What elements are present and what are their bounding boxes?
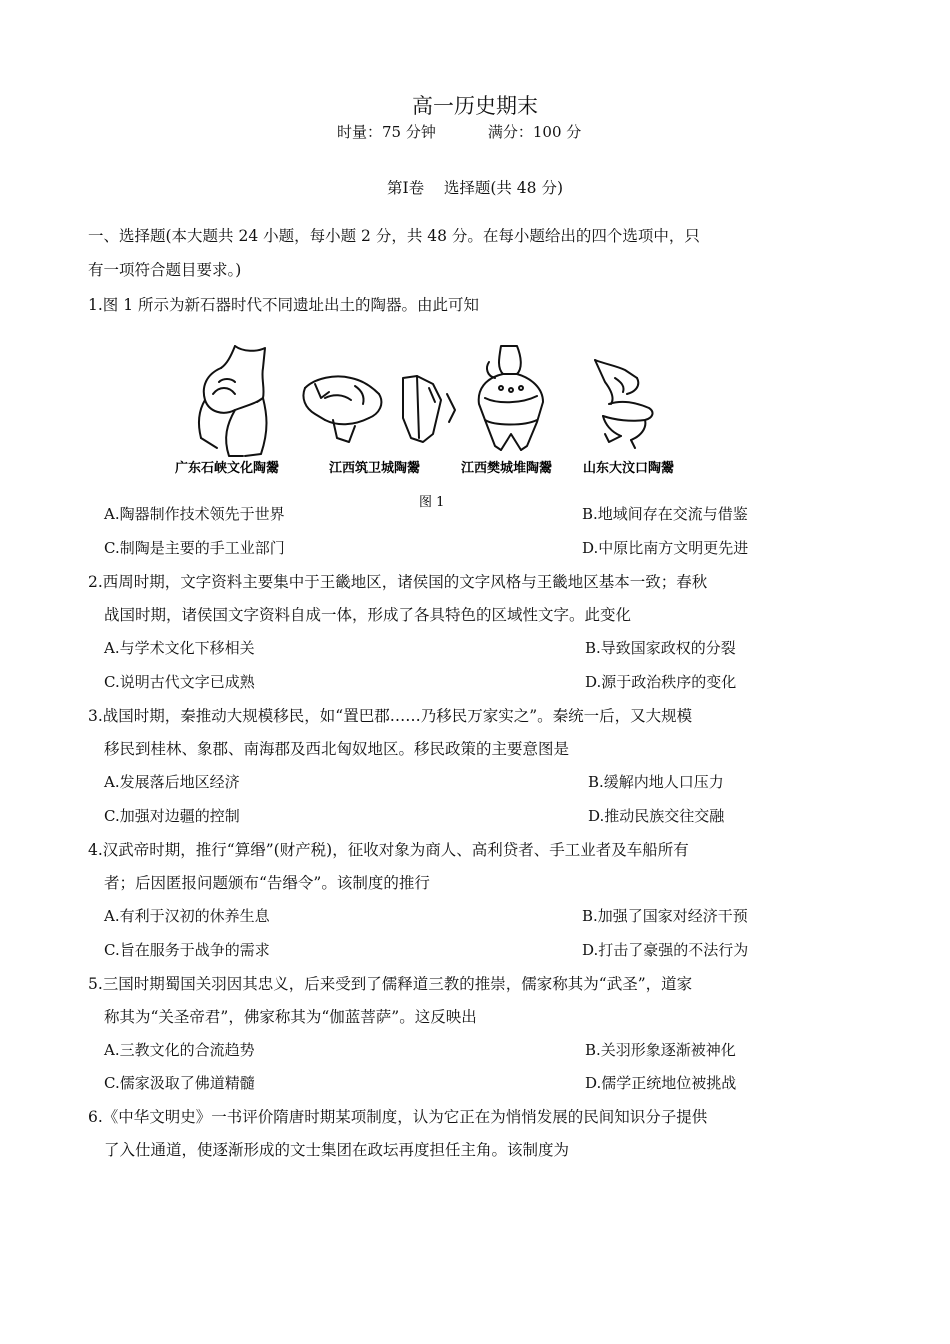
question-4-option-c[interactable]: C.旨在服务于战争的需求 xyxy=(104,941,270,959)
question-5-stem-line-2: 称其为“关圣帝君”，佛家称其为“伽蓝菩萨”。这反映出 xyxy=(104,1008,477,1026)
question-5-option-c[interactable]: C.儒家汲取了佛道精髓 xyxy=(104,1074,255,1092)
question-1-option-d[interactable]: D.中原比南方文明更先进 xyxy=(582,539,749,557)
question-5-option-a[interactable]: A.三教文化的合流趋势 xyxy=(104,1041,255,1059)
question-2-option-b[interactable]: B.导致国家政权的分裂 xyxy=(585,639,736,657)
question-3-option-b[interactable]: B.缓解内地人口压力 xyxy=(588,773,724,791)
pottery-jiangxi-zhuweicheng xyxy=(303,376,381,442)
question-5-stem-line-1: 5.三国时期蜀国关羽因其忠义，后来受到了儒释道三教的推崇，儒家称其为“武圣”，道家 xyxy=(88,975,693,993)
full-score: 满分：100 分 xyxy=(487,123,582,141)
question-6-stem-line-2: 了入仕通道，使逐渐形成的文士集团在政坛再度担任主角。该制度为 xyxy=(104,1141,570,1159)
pottery-illustration xyxy=(165,338,705,518)
question-3-option-d[interactable]: D.推动民族交往交融 xyxy=(588,807,725,825)
question-3-option-c[interactable]: C.加强对边疆的控制 xyxy=(104,807,240,825)
page-title: 高一历史期末 xyxy=(412,94,538,118)
question-2-option-c[interactable]: C.说明古代文字已成熟 xyxy=(104,673,255,691)
question-1-stem: 1.图 1 所示为新石器时代不同遗址出土的陶器。由此可知 xyxy=(88,296,480,314)
figure-title: 图 1 xyxy=(419,495,445,510)
exam-meta xyxy=(337,121,581,142)
question-1-option-c[interactable]: C.制陶是主要的手工业部门 xyxy=(104,539,285,557)
question-3-stem-line-1: 3.战国时期，秦推动大规模移民，如“置巴郡……乃移民万家实之”。秦统一后，又大规模 xyxy=(88,707,693,725)
question-5-option-b[interactable]: B.关羽形象逐渐被神化 xyxy=(585,1041,736,1059)
question-3-stem-line-2: 移民到桂林、象郡、南海郡及西北匈奴地区。移民政策的主要意图是 xyxy=(104,740,570,758)
pottery-guangdong xyxy=(199,346,267,456)
pottery-jiangxi-zhuweicheng-b xyxy=(403,376,455,442)
figure-caption-4: 山东大汶口陶鬶 xyxy=(583,461,675,476)
question-4-option-a[interactable]: A.有利于汉初的休养生息 xyxy=(104,907,270,925)
figure-caption-1: 广东石峡文化陶鬶 xyxy=(175,461,280,476)
question-2-stem-line-1: 2.西周时期，文字资料主要集中于王畿地区，诸侯国的文字风格与王畿地区基本一致；春秋 xyxy=(88,573,708,591)
part-title: 第Ⅰ卷 选择题(共 48 分) xyxy=(386,179,563,197)
question-1-option-a[interactable]: A.陶器制作技术领先于世界 xyxy=(104,505,285,523)
instructions-line-2: 有一项符合题目要求。) xyxy=(88,261,242,279)
question-4-stem-line-1: 4.汉武帝时期，推行“算缗”(财产税)，征收对象为商人、高利贷者、手工业者及车船所有 xyxy=(88,841,689,859)
question-2-stem-line-2: 战国时期，诸侯国文字资料自成一体，形成了各具特色的区域性文字。此变化 xyxy=(104,606,632,624)
figure-caption-2: 江西筑卫城陶鬶 xyxy=(329,461,421,476)
question-4-option-b[interactable]: B.加强了国家对经济干预 xyxy=(582,907,748,925)
instructions-line-1: 一、选择题(本大题共 24 小题，每小题 2 分，共 48 分。在每小题给出的四个选项中，只 xyxy=(88,227,700,245)
question-1-option-b[interactable]: B.地域间存在交流与借鉴 xyxy=(582,505,748,523)
time-limit: 时量：75 分钟 xyxy=(337,123,436,141)
question-2-option-d[interactable]: D.源于政治秩序的变化 xyxy=(585,673,737,691)
question-6-stem-line-1: 6.《中华文明史》一书评价隋唐时期某项制度，认为它正在为悄悄发展的民间知识分子提供 xyxy=(88,1108,708,1126)
figure-caption-3: 江西樊城堆陶鬶 xyxy=(461,461,553,476)
question-5-option-d[interactable]: D.儒学正统地位被挑战 xyxy=(585,1074,737,1092)
question-4-stem-line-2: 者；后因匿报问题颁布“告缗令”。该制度的推行 xyxy=(104,874,430,892)
question-3-option-a[interactable]: A.发展落后地区经济 xyxy=(104,773,240,791)
pottery-shandong-dawenkou xyxy=(595,360,652,448)
figure-1 xyxy=(165,338,705,518)
pottery-jiangxi-fanchengdui xyxy=(479,346,543,450)
question-2-option-a[interactable]: A.与学术文化下移相关 xyxy=(104,639,255,657)
question-4-option-d[interactable]: D.打击了豪强的不法行为 xyxy=(582,941,749,959)
